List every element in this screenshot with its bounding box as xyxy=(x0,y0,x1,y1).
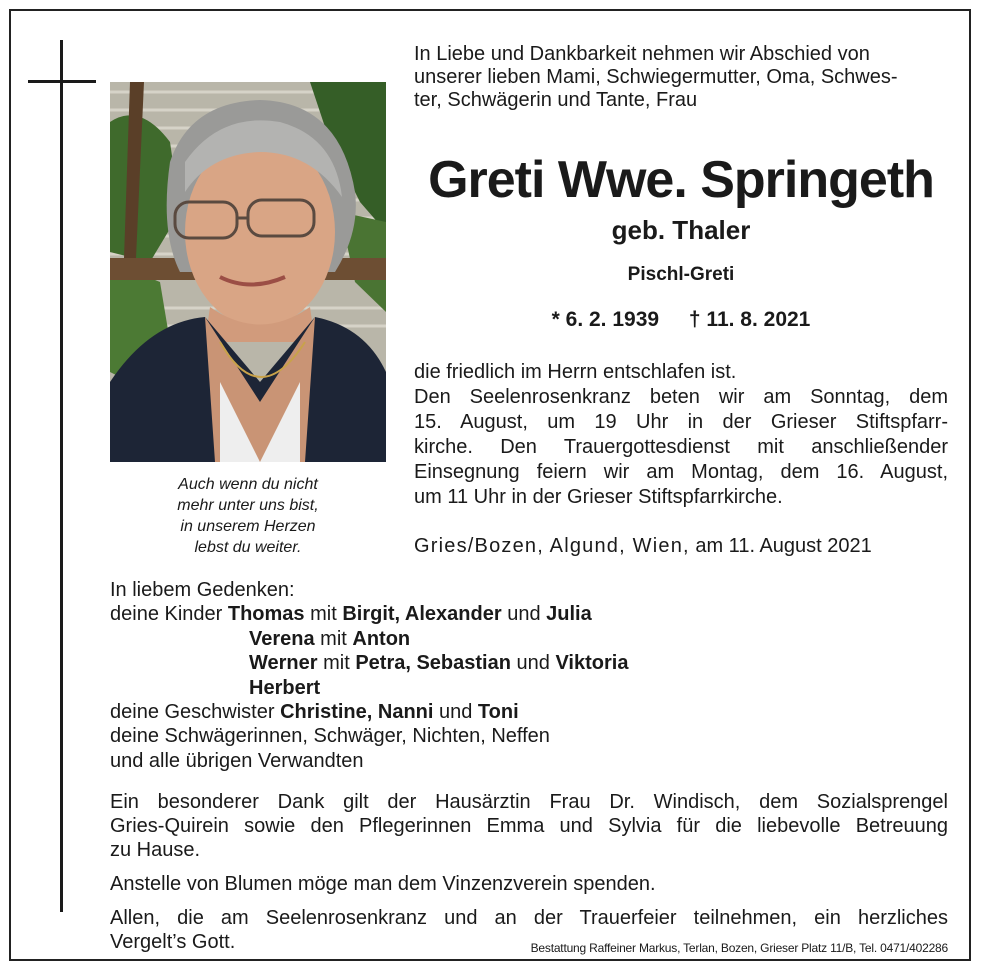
children-line xyxy=(110,676,810,700)
thanks-paragraph xyxy=(110,790,948,862)
announcement-text xyxy=(414,360,948,510)
connector: und xyxy=(510,652,556,675)
family-names: Petra, Sebastian xyxy=(355,652,511,675)
life-dates xyxy=(414,306,948,334)
children-line xyxy=(110,651,810,675)
announcement-line: 15. August, um 19 Uhr in der Grieser Stiftspfarr- xyxy=(414,411,948,433)
death-date: † 11. 8. 2021 xyxy=(688,308,811,331)
child-name: Herbert xyxy=(249,676,321,699)
thanks-line: Gries-Quirein sowie den Pflegerinnen Emma und Sylvia für die liebevolle Betreuung xyxy=(110,815,948,837)
caption-line: mehr unter uns bist, xyxy=(177,497,319,514)
family-names: Anton xyxy=(352,627,411,650)
place-and-date xyxy=(414,532,948,560)
connector: und xyxy=(433,701,478,724)
donation-line: Anstelle von Blumen möge man dem Vinzenzverein spenden. xyxy=(110,873,656,895)
inlaws-line: deine Schwägerinnen, Schwäger, Nichten, Neffen xyxy=(110,725,550,748)
caption-line: in unserem Herzen xyxy=(180,518,316,535)
cross-icon-bar xyxy=(28,80,96,83)
family-names: Viktoria xyxy=(555,652,629,675)
connector: mit xyxy=(317,652,356,675)
caption-line: Auch wenn du nicht xyxy=(178,476,318,493)
children-prefix: deine Kinder xyxy=(110,603,228,626)
family-names: Julia xyxy=(546,603,592,626)
photo-caption xyxy=(150,474,346,558)
child-name: Werner xyxy=(249,652,318,675)
family-names: Birgit, Alexander xyxy=(342,603,502,626)
sibling-names: Toni xyxy=(477,701,519,724)
memory-list xyxy=(110,578,810,773)
thanks-line: Ein besonderer Dank gilt der Hausärztin Frau Dr. Windisch, dem Sozialsprengel xyxy=(110,791,948,813)
places: Gries/Bozen, Algund, Wien, xyxy=(414,535,690,557)
intro-text xyxy=(414,43,948,112)
cross-icon xyxy=(60,40,63,912)
announcement-line: die friedlich im Herrn entschlafen ist. xyxy=(414,361,737,383)
connector: mit xyxy=(314,627,353,650)
maiden-name: geb. Thaler xyxy=(611,215,751,245)
relatives-line: und alle übrigen Verwandten xyxy=(110,749,364,772)
gratitude-line: Vergelt’s Gott. xyxy=(110,931,236,953)
children-line xyxy=(110,627,810,651)
birth-date: * 6. 2. 1939 xyxy=(551,308,660,331)
children-line xyxy=(110,602,810,626)
siblings-line xyxy=(110,700,810,724)
gratitude-line: Allen, die am Seelenrosenkranz und an der Trauerfeier teilnehmen, ein herzliches xyxy=(110,907,948,929)
portrait-photo xyxy=(110,82,386,462)
child-name: Thomas xyxy=(227,603,305,626)
announcement-line: um 11 Uhr in der Grieser Stiftspfarrkirche. xyxy=(414,486,783,508)
thanks-line: zu Hause. xyxy=(110,839,201,861)
announcement-line: Den Seelenrosenkranz beten wir am Sonntag, dem xyxy=(414,386,948,408)
thanks-section xyxy=(110,790,948,964)
connector: mit xyxy=(304,603,343,626)
intro-line: In Liebe und Dankbarkeit nehmen wir Abschied von xyxy=(414,43,870,65)
siblings-prefix: deine Geschwister xyxy=(110,701,281,724)
announcement-line: Einsegnung feiern wir am Montag, dem 16. August, xyxy=(414,461,948,483)
nickname: Pischl-Greti xyxy=(627,264,735,285)
notice-date: am 11. August 2021 xyxy=(695,535,872,557)
deceased-name: Greti Wwe. Springeth xyxy=(428,151,934,209)
funeral-home-footer: Bestattung Raffeiner Markus, Terlan, Bozen, Grieser Platz 11/B, Tel. 0471/402286 xyxy=(530,941,948,955)
intro-line: unserer lieben Mami, Schwiegermutter, Oma, Schwes- xyxy=(414,66,898,88)
connector: und xyxy=(501,603,547,626)
memory-heading: In liebem Gedenken: xyxy=(110,579,295,601)
caption-line: lebst du weiter. xyxy=(194,539,302,556)
intro-line: ter, Schwägerin und Tante, Frau xyxy=(414,89,698,111)
announcement-line: kirche. Den Trauergottesdienst mit anschließender xyxy=(414,436,948,458)
child-name: Verena xyxy=(249,627,315,650)
donation-paragraph xyxy=(110,872,948,896)
sibling-names: Christine, Nanni xyxy=(280,701,434,724)
